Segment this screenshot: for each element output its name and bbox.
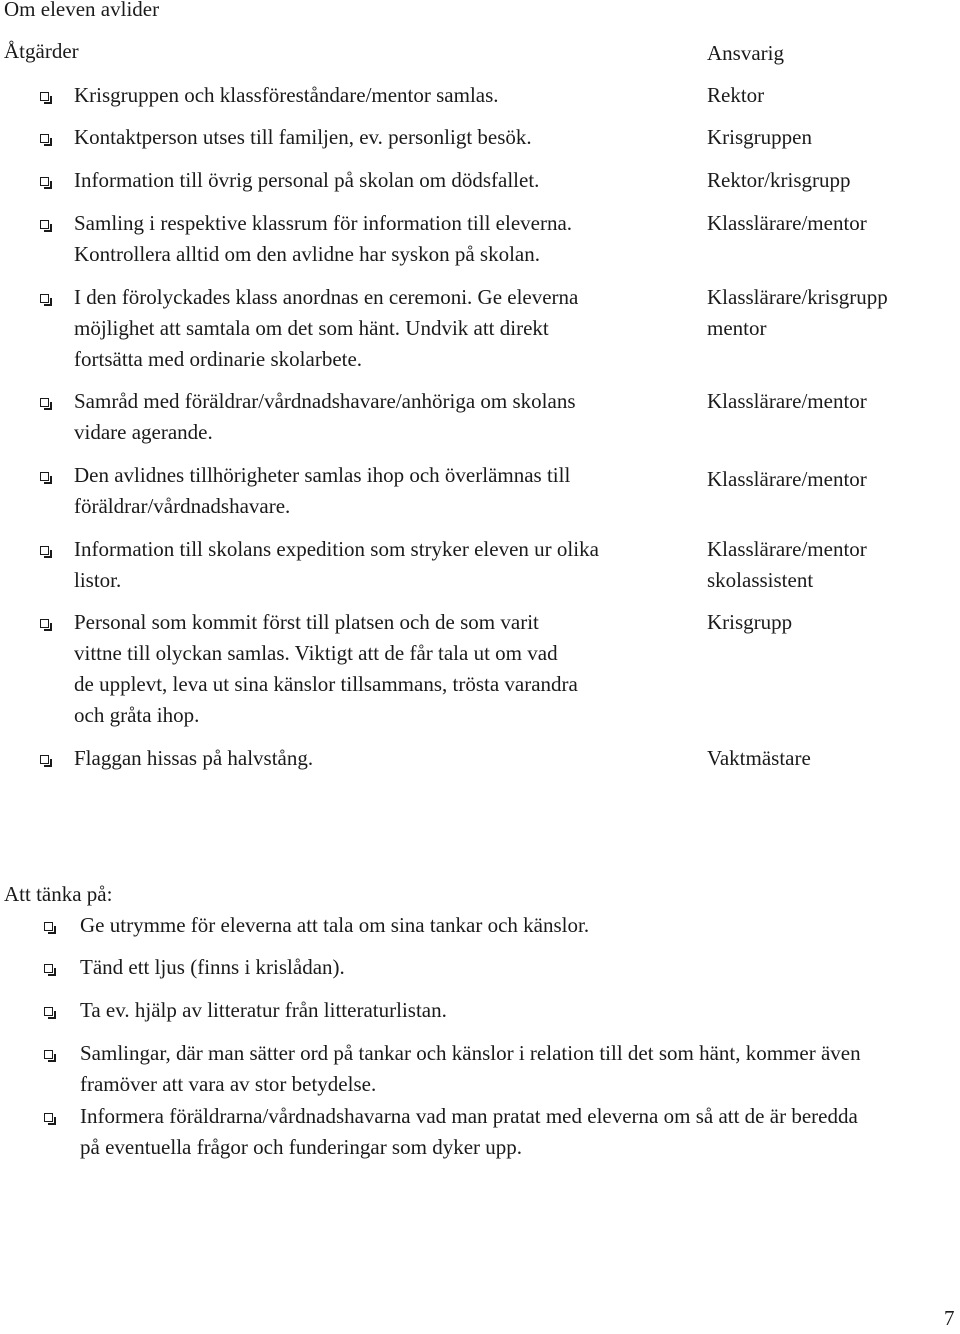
action-checkbox-icon [40,755,49,764]
action-checkbox-icon [40,619,49,628]
actions-column-header: Åtgärder [4,39,79,63]
action-text-line: Krisgruppen och klassföreståndare/mentor samlas. [74,83,499,107]
action-checkbox-icon [40,220,49,229]
action-text-line: vidare agerande. [74,420,213,444]
responsible-text: Klasslärare/mentor [707,537,867,561]
action-checkbox-icon [40,92,49,101]
responsible-text: Klasslärare/mentor [707,467,867,491]
responsible-text: skolassistent [707,568,814,592]
action-text-line: möjlighet att samtala om det som hänt. Undvik att direkt [74,316,549,340]
consider-text-line: Ta ev. hjälp av litteratur från litteraturlistan. [80,998,447,1022]
action-text-line: I den förolyckades klass anordnas en ceremoni. Ge eleverna [74,285,579,309]
consider-checkbox-icon [44,1050,53,1059]
consider-checkbox-icon [44,922,53,931]
action-checkbox-icon [40,398,49,407]
responsible-text: Klasslärare/mentor [707,211,867,235]
responsible-text: Rektor [707,83,765,107]
action-text-line: listor. [74,568,122,592]
consider-checkbox-icon [44,1007,53,1016]
responsible-text: Klasslärare/mentor [707,389,867,413]
action-text-line: Personal som kommit först till platsen och de som varit [74,610,539,634]
action-text-line: vittne till olyckan samlas. Viktigt att de får tala ut om vad [74,641,558,665]
action-text-line: Flaggan hissas på halvstång. [74,746,314,770]
action-checkbox-icon [40,294,49,303]
action-text-line: Den avlidnes tillhörigheter samlas ihop och överlämnas till [74,463,571,487]
responsible-column-header: Ansvarig [707,41,784,65]
action-text-line: Kontaktperson utses till familjen, ev. personligt besök. [74,125,532,149]
consider-text-line: på eventuella frågor och funderingar som dyker upp. [80,1135,523,1159]
responsible-text: mentor [707,316,767,340]
action-text-line: fortsätta med ordinarie skolarbete. [74,347,363,371]
action-text-line: Information till övrig personal på skolan om dödsfallet. [74,168,540,192]
responsible-text: Vaktmästare [707,746,811,770]
responsible-text: Krisgruppen [707,125,812,149]
consider-text-line: Ge utrymme för eleverna att tala om sina tankar och känslor. [80,913,590,937]
action-checkbox-icon [40,472,49,481]
action-checkbox-icon [40,177,49,186]
consider-text-line: Informera föräldrarna/vårdnadshavarna vad man pratat med eleverna om så att de är beredda [80,1104,858,1128]
action-text-line: och gråta ihop. [74,703,200,727]
consider-checkbox-icon [44,964,53,973]
responsible-text: Krisgrupp [707,610,793,634]
action-text-line: Samling i respektive klassrum för information till eleverna. [74,211,573,235]
page-title: Om eleven avlider [4,0,160,21]
consider-text-line: framöver att vara av stor betydelse. [80,1072,377,1096]
action-text-line: föräldrar/vårdnadshavare. [74,494,291,518]
page-number: 7 [944,1306,955,1330]
action-text-line: Samråd med föräldrar/vårdnadshavare/anhöriga om skolans [74,389,576,413]
responsible-text: Klasslärare/krisgrupp [707,285,888,309]
action-text-line: Kontrollera alltid om den avlidne har syskon på skolan. [74,242,540,266]
action-text-line: de upplevt, leva ut sina känslor tillsammans, trösta varandra [74,672,578,696]
action-checkbox-icon [40,546,49,555]
action-checkbox-icon [40,134,49,143]
consider-text-line: Samlingar, där man sätter ord på tankar och känslor i relation till det som hänt, kommer även [80,1041,861,1065]
consider-heading: Att tänka på: [4,882,113,906]
consider-checkbox-icon [44,1113,53,1122]
responsible-text: Rektor/krisgrupp [707,168,851,192]
action-text-line: Information till skolans expedition som stryker eleven ur olika [74,537,599,561]
consider-text-line: Tänd ett ljus (finns i krislådan). [80,955,345,979]
